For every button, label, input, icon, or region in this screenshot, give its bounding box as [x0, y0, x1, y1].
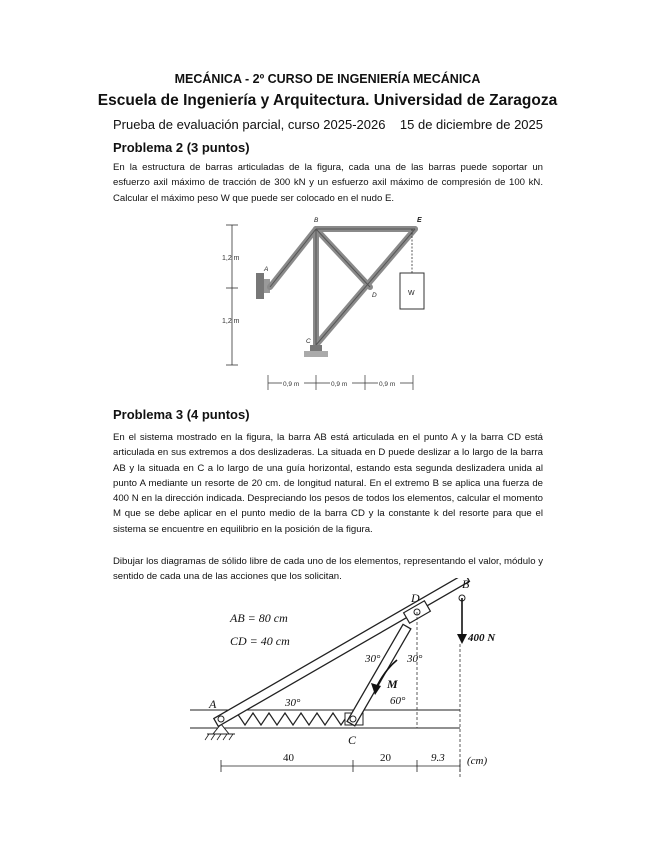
node-d: D — [372, 292, 377, 299]
mechanism-figure — [185, 578, 505, 778]
angle-c: 60° — [390, 695, 406, 707]
dim-9-3: 9.3 — [431, 752, 445, 764]
course-title: MECÁNICA - 2º CURSO DE INGENIERÍA MECÁNICA — [174, 72, 481, 86]
node-a: A — [264, 266, 269, 273]
dim-x3: 0,9 m — [379, 381, 396, 388]
exam-label: Prueba de evaluación parcial, curso 2025-2026 — [113, 117, 386, 132]
point-d: D — [411, 591, 420, 605]
dim-40: 40 — [283, 752, 294, 764]
dim-bottom-label: 1,2 m — [222, 318, 240, 325]
point-a: A — [209, 697, 217, 711]
cd-length: CD = 40 cm — [230, 634, 290, 648]
dim-20: 20 — [380, 752, 391, 764]
moment-label: M — [387, 677, 398, 691]
point-b: B — [462, 578, 470, 591]
node-b: B — [314, 217, 319, 224]
angle-d1: 30° — [365, 653, 381, 665]
ab-length: AB = 80 cm — [230, 611, 288, 625]
school-title: Escuela de Ingeniería y Arquitectura. Universidad de Zaragoza — [97, 92, 558, 109]
dim-x1: 0,9 m — [283, 381, 300, 388]
dim-top-label: 1,2 m — [222, 255, 240, 262]
problem2-text: En la estructura de barras articuladas de la figura, cada una de las barras puede soportar un esfuerzo axil máximo de tracción de 300 kN y un esfuerzo axil máximo de compresión de 100 kN. Calcular el máximo peso W que puede ser colocado en el nudo E. — [113, 162, 543, 204]
exam-info — [113, 117, 543, 132]
force-label: 400 N — [468, 632, 496, 644]
weight-label: W — [408, 290, 415, 297]
node-e: E — [417, 217, 422, 224]
problem3-title: Problema 3 (4 puntos) — [113, 407, 250, 422]
angle-a: 30° — [285, 697, 301, 709]
exam-date: 15 de diciembre de 2025 — [399, 117, 543, 132]
problem3-text2: Dibujar los diagramas de sólido libre de cada uno de los elementos, representando el valor, módulo y sentido de cada una de las acciones que los solicitan. — [113, 556, 543, 583]
node-c: C — [306, 338, 311, 345]
truss-figure — [220, 215, 435, 395]
point-c: C — [348, 733, 357, 747]
problem3-text1: En el sistema mostrado en la figura, la barra AB está articulada en el punto A y la barra CD está articulada en sus extremos a dos deslizaderas. La situada en D puede deslizar a lo largo de la barra AB y la situada en C a lo largo de una guía horizontal, estando esta segunda deslizadera unida al punto A mediante un resorte de 20 cm. de longitud natural. En el extremo B se aplica una fuerza de 400 N en la dirección indicada. Despreciando los pesos de todos los elementos, calcular el momento M que se debe aplicar en el punto medio de la barra CD y la constante k del resorte para que el sistema se encuentre en equilibrio en la posición de la figura. — [113, 432, 543, 535]
problem2-title: Problema 2 (3 puntos) — [113, 140, 250, 155]
angle-d2: 30° — [407, 653, 423, 665]
dim-unit: (cm) — [467, 755, 488, 767]
dim-x2: 0,9 m — [331, 381, 348, 388]
